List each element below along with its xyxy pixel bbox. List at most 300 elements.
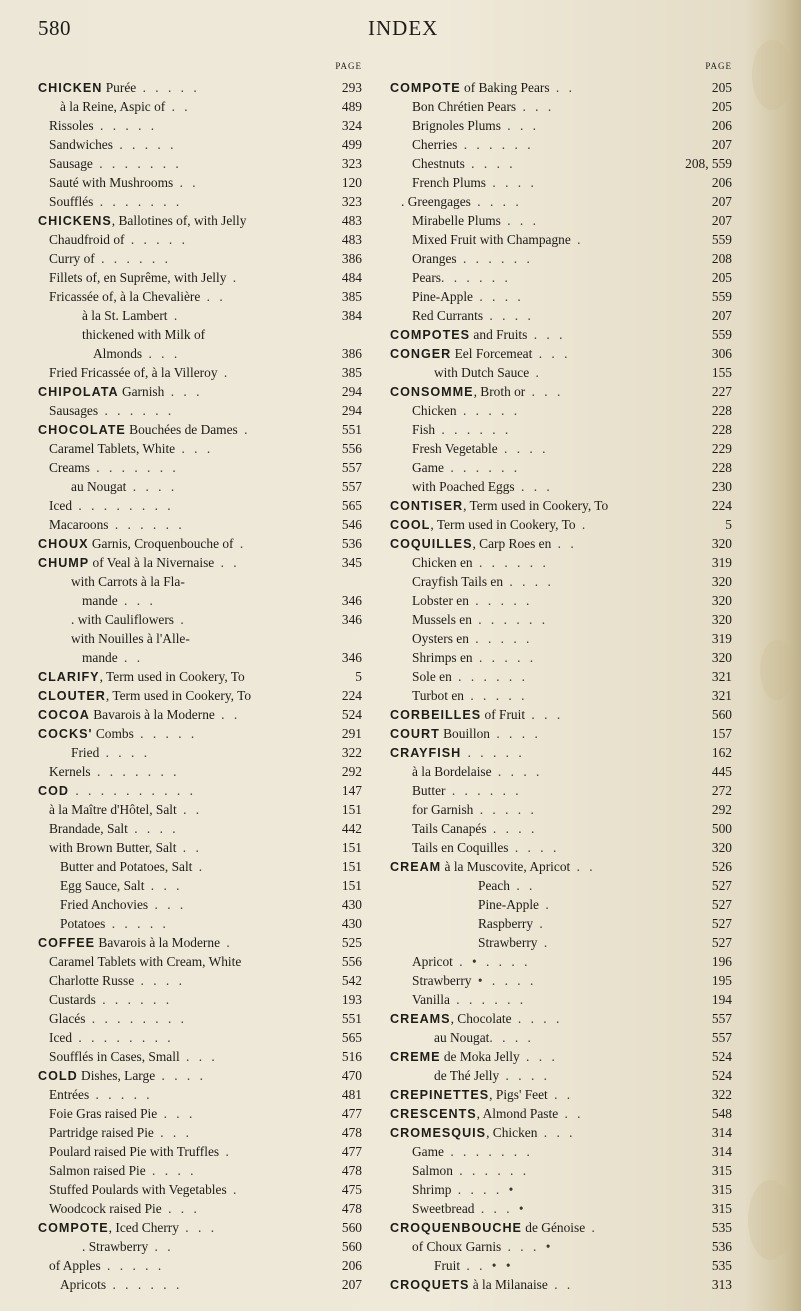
entry-text <box>412 116 539 135</box>
entry-text <box>49 1085 153 1104</box>
leader-dots: . . . . . . <box>94 251 171 266</box>
entry-label: , Carp Roes en <box>472 536 552 551</box>
entry-page-number: 151 <box>341 802 362 817</box>
entry-text <box>412 553 549 572</box>
index-entry <box>390 705 740 724</box>
index-entry <box>38 629 370 648</box>
entry-page-number: 205 <box>711 270 732 285</box>
entry-text <box>412 439 548 458</box>
leader-dots: . . . . <box>473 289 524 304</box>
entry-label: mande <box>82 593 118 608</box>
leader-dots: . . . . <box>134 973 185 988</box>
entry-keyword: CLOUTER <box>38 689 106 703</box>
entry-text <box>38 1218 217 1238</box>
entry-keyword: CHIPOLATA <box>38 385 119 399</box>
index-entry <box>390 458 740 477</box>
index-entry <box>390 401 740 420</box>
leader-dots: . . . . . <box>468 593 533 608</box>
entry-page-number: 162 <box>711 745 732 760</box>
index-entry <box>38 1009 370 1028</box>
leader-dots: . . . . • <box>451 1182 517 1197</box>
entry-page-number: 542 <box>341 973 362 988</box>
entry-label: Glacés <box>49 1011 86 1026</box>
entry-page-number: 205 <box>711 80 732 95</box>
entry-page-number: 524 <box>711 1068 732 1083</box>
leader-dots: . <box>537 935 551 950</box>
entry-label: de Thé Jelly <box>434 1068 500 1083</box>
entry-label: Fricassée of, à la Chevalière <box>49 289 201 304</box>
entry-page-number: 224 <box>341 688 362 703</box>
entry-text <box>412 287 524 306</box>
entry-label: with Nouilles à l'Alle- <box>71 631 190 646</box>
entry-label: , Broth or <box>473 384 526 399</box>
leader-dots: . . <box>509 878 536 893</box>
entry-label: Red Currants <box>412 308 484 323</box>
entry-label: Chaudfroid of <box>49 232 125 247</box>
entry-page-number: 228 <box>711 422 732 437</box>
leader-dots: . <box>226 270 240 285</box>
leader-dots: . <box>167 308 181 323</box>
entry-page-number: 292 <box>711 802 732 817</box>
entry-label: Partridge raised Pie <box>49 1125 154 1140</box>
entry-label: Salmon <box>412 1163 453 1178</box>
entry-text <box>60 914 169 933</box>
entry-label: Turbot en <box>412 688 464 703</box>
entry-page-number: 386 <box>341 346 362 361</box>
leader-dots: . . . . <box>503 574 554 589</box>
leader-dots: . . . . <box>486 821 538 836</box>
entry-keyword: COURT <box>390 727 440 741</box>
entry-text <box>49 1256 164 1275</box>
entry-page-number: 208, 559 <box>685 156 732 171</box>
entry-label: Stuffed Poulards with Vegetables <box>49 1182 227 1197</box>
index-entry <box>38 496 370 515</box>
entry-page-number: 484 <box>341 270 362 285</box>
entry-page-number: 385 <box>341 365 362 380</box>
leader-dots: . . . . <box>483 308 534 323</box>
entry-page-number: 294 <box>341 384 362 399</box>
leader-dots: . . . . . . <box>445 783 522 798</box>
index-entry <box>38 363 370 382</box>
entry-label: Dishes, Large <box>77 1068 156 1083</box>
entry-page-number: 536 <box>341 536 362 551</box>
leader-dots: . . . <box>142 346 181 361</box>
entry-text <box>49 230 188 249</box>
entry-text <box>49 287 226 306</box>
paper-stain <box>760 640 794 700</box>
entry-text <box>412 401 520 420</box>
leader-dots: . . . . . . . <box>443 1144 533 1159</box>
leader-dots: . <box>217 365 231 380</box>
leader-dots: . . . . <box>511 1011 563 1026</box>
entry-text <box>49 268 239 287</box>
entry-text <box>412 230 584 249</box>
index-entry <box>38 781 370 800</box>
leader-dots: . <box>219 1144 232 1159</box>
entry-text <box>49 401 174 420</box>
entry-label: Fresh Vegetable <box>412 441 498 456</box>
entry-keyword: CORBEILLES <box>390 708 482 722</box>
entry-label: with Brown Butter, Salt <box>49 840 177 855</box>
entry-page-number: 346 <box>341 650 362 665</box>
entry-page-number: 207 <box>711 308 732 323</box>
entry-label: thickened with Milk of <box>82 327 206 342</box>
entry-keyword: CRESCENTS <box>390 1107 477 1121</box>
index-entry <box>38 135 370 154</box>
entry-text <box>390 857 596 877</box>
entry-text <box>82 648 143 667</box>
entry-label: Fried Fricassée of, à la Villeroy <box>49 365 218 380</box>
leader-dots: . . . <box>161 1201 200 1216</box>
entry-text <box>38 667 245 687</box>
index-entry <box>38 458 370 477</box>
index-entry <box>390 648 740 667</box>
leader-dots: . . . . . <box>461 745 525 760</box>
entry-text <box>390 1123 576 1143</box>
entry-page-number: 292 <box>341 764 362 779</box>
index-entry <box>38 306 370 325</box>
entry-label: Oysters en <box>412 631 469 646</box>
entry-page-number: 228 <box>711 460 732 475</box>
entry-text <box>38 724 197 744</box>
leader-dots: . . . . <box>464 156 516 171</box>
entry-page-number: 207 <box>711 213 732 228</box>
entry-page-number: 385 <box>341 289 362 304</box>
entry-page-number: 320 <box>711 840 732 855</box>
entry-label: Entrées <box>49 1087 90 1102</box>
index-entry <box>38 1142 370 1161</box>
leader-dots: . . . . . . <box>471 612 549 627</box>
entry-page-number: 527 <box>711 878 732 893</box>
leader-dots: . . <box>165 99 191 114</box>
entry-page-number: 525 <box>341 935 362 950</box>
entry-label: Bavarois à la Moderne <box>89 707 215 722</box>
index-entry <box>390 287 740 306</box>
index-entry <box>390 838 740 857</box>
entry-page-number: 293 <box>341 80 362 95</box>
entry-text <box>390 1275 573 1295</box>
leader-dots: . . . . <box>490 726 541 741</box>
entry-keyword: COMPOTE <box>38 1221 109 1235</box>
index-entry <box>38 344 370 363</box>
entry-label: Lobster en <box>412 593 469 608</box>
leader-dots: . . . . . . . . . . <box>69 783 196 798</box>
index-entry <box>390 1161 740 1180</box>
entry-page-number: 323 <box>341 194 362 209</box>
entry-label: à la St. Lambert <box>82 308 168 323</box>
leader-dots: . . . . . <box>112 137 177 152</box>
entry-page-number: 551 <box>341 1011 362 1026</box>
entry-label: Garnish <box>118 384 165 399</box>
entry-page-number: 205 <box>711 99 732 114</box>
entry-text <box>390 382 563 402</box>
index-entry <box>390 1256 740 1275</box>
entry-text <box>390 1104 584 1124</box>
right-index-column <box>390 62 740 1294</box>
entry-text <box>434 1256 514 1275</box>
entry-page-number: 560 <box>341 1239 362 1254</box>
entry-text <box>412 1199 527 1218</box>
entry-keyword: CONGER <box>390 347 452 361</box>
entry-label: à la Milanaise <box>469 1277 548 1292</box>
leader-dots: . . . <box>527 327 566 342</box>
index-entry <box>390 211 740 230</box>
entry-text <box>390 515 588 535</box>
entry-page-number: 470 <box>341 1068 362 1083</box>
entry-label: Sausages <box>49 403 99 418</box>
entry-label: , Term used in Cookery, To <box>430 517 576 532</box>
entry-text <box>49 1161 196 1180</box>
entry-page-number: 306 <box>711 346 732 361</box>
leader-dots: . . . . . . <box>452 1163 530 1178</box>
entry-text <box>49 819 179 838</box>
entry-label: of Choux Garnis <box>412 1239 502 1254</box>
entry-label: à la Reine, Aspic of <box>60 99 166 114</box>
leader-dots: . <box>570 232 584 247</box>
index-entry <box>38 952 370 971</box>
leader-dots: . . . . . <box>456 403 521 418</box>
entry-text <box>49 249 171 268</box>
entry-text <box>60 857 205 876</box>
entry-label: de Génoise <box>521 1220 586 1235</box>
leader-dots: . . . <box>178 1220 218 1235</box>
entry-page-number: 483 <box>341 213 362 228</box>
entry-text <box>412 1237 553 1256</box>
entry-page-number: 157 <box>711 726 732 741</box>
entry-page-number: 527 <box>711 916 732 931</box>
entry-label: with Poached Eggs <box>412 479 515 494</box>
entry-text <box>401 192 522 211</box>
entry-text <box>49 515 185 534</box>
entry-page-number: 535 <box>711 1258 732 1273</box>
entry-text <box>38 534 246 554</box>
leader-dots: . . <box>547 1087 574 1102</box>
entry-label: Raspberry <box>478 916 534 931</box>
entry-keyword: CREPINETTES <box>390 1088 490 1102</box>
leader-dots: . . . . . . . <box>93 194 183 209</box>
entry-label: Apricot <box>412 954 453 969</box>
entry-page-number: 536 <box>711 1239 732 1254</box>
entry-label: Garnis, Croquenbouche of <box>88 536 234 551</box>
entry-label: Sauté with Mushrooms <box>49 175 174 190</box>
entry-label: , Term used in Cookery, To <box>463 498 609 513</box>
entry-text <box>390 78 575 98</box>
entry-text <box>390 344 570 364</box>
leader-dots: . . <box>570 859 596 874</box>
entry-text <box>412 838 559 857</box>
index-entry <box>390 610 740 629</box>
entry-label: of Veal à la Nivernaise <box>89 555 215 570</box>
entry-text <box>38 553 240 573</box>
entry-page-number: 227 <box>711 384 732 399</box>
entry-text <box>390 724 541 744</box>
entry-page-number: 319 <box>711 631 732 646</box>
entry-keyword: COFFEE <box>38 936 96 950</box>
entry-text <box>38 211 246 231</box>
entry-label: Shrimp <box>412 1182 452 1197</box>
entry-text <box>412 1180 516 1199</box>
entry-page-number: 527 <box>711 935 732 950</box>
index-entry <box>38 610 370 629</box>
entry-label: au Nougat <box>434 1030 490 1045</box>
entry-page-number: 120 <box>341 175 362 190</box>
entry-page-number: 477 <box>341 1106 362 1121</box>
entry-keyword: COQUILLES <box>390 537 473 551</box>
entry-label: Strawberry <box>412 973 472 988</box>
index-entry <box>390 1028 740 1047</box>
index-entry <box>390 116 740 135</box>
index-entry <box>390 173 740 192</box>
entry-label: Pine-Apple <box>478 897 539 912</box>
entry-label: au Nougat <box>71 479 127 494</box>
entry-text <box>434 363 542 382</box>
index-entry <box>390 306 740 325</box>
index-entry <box>390 192 740 211</box>
index-entry <box>38 724 370 743</box>
index-entry <box>38 1218 370 1237</box>
entry-text <box>38 781 196 801</box>
entry-label: . Strawberry <box>82 1239 149 1254</box>
entry-page-number: 228 <box>711 403 732 418</box>
index-entry <box>390 496 740 515</box>
entry-page-number: 535 <box>711 1220 732 1235</box>
leader-dots: . . . <box>175 441 214 456</box>
entry-page-number: 559 <box>711 232 732 247</box>
leader-dots: . . . . <box>489 1030 534 1045</box>
entry-page-number: 151 <box>341 859 362 874</box>
entry-label: Iced <box>49 498 73 513</box>
entry-text <box>412 1161 529 1180</box>
entry-page-number: 565 <box>341 498 362 513</box>
entry-page-number: 526 <box>711 859 732 874</box>
entry-page-number: 272 <box>711 783 732 798</box>
entry-label: Soufflés <box>49 194 94 209</box>
entry-keyword: CROQUENBOUCHE <box>390 1221 522 1235</box>
leader-dots: . . . . . . <box>98 403 175 418</box>
index-entry <box>390 895 740 914</box>
entry-page-number: 229 <box>711 441 732 456</box>
entry-text <box>49 800 202 819</box>
entry-keyword: CONSOMME <box>390 385 474 399</box>
leader-dots: . <box>220 935 233 950</box>
leader-dots: . . . . . <box>93 118 158 133</box>
entry-text <box>412 249 533 268</box>
entry-keyword: CHOUX <box>38 537 89 551</box>
leader-dots: . . <box>547 1277 574 1292</box>
entry-label: Fried Anchovies <box>60 897 149 912</box>
entry-page-number: 560 <box>341 1220 362 1235</box>
entry-label: Bouchées de Dames <box>125 422 238 437</box>
entry-text <box>412 135 534 154</box>
entry-text <box>71 572 185 591</box>
leader-dots: . . <box>176 840 202 855</box>
index-entry <box>390 743 740 762</box>
entry-label: of Apples <box>49 1258 101 1273</box>
entry-text <box>412 667 528 686</box>
entry-label: Peach <box>478 878 510 893</box>
entry-text <box>49 971 185 990</box>
index-entry <box>390 78 740 97</box>
entry-keyword: COOL <box>390 518 431 532</box>
entry-label: Combs <box>92 726 134 741</box>
leader-dots: . . <box>549 80 575 95</box>
entry-text <box>49 154 182 173</box>
entry-keyword: COD <box>38 784 69 798</box>
entry-page-number: 524 <box>711 1049 732 1064</box>
entry-page-number: 548 <box>711 1106 732 1121</box>
index-entry <box>38 192 370 211</box>
leader-dots: . . <box>214 707 241 722</box>
entry-text <box>49 1180 239 1199</box>
entry-page-number: 483 <box>341 232 362 247</box>
index-entry <box>38 686 370 705</box>
entry-text <box>93 344 180 363</box>
index-entry <box>38 667 370 686</box>
entry-label: , Ballotines of, with Jelly <box>111 213 247 228</box>
entry-page-number: 559 <box>711 289 732 304</box>
entry-label: Fruit <box>434 1258 461 1273</box>
index-entry <box>390 762 740 781</box>
leader-dots: . . . . <box>127 821 179 836</box>
entry-label: Fried <box>71 745 100 760</box>
entry-page-number: 346 <box>341 612 362 627</box>
leader-dots: . <box>233 536 247 551</box>
index-entry <box>38 1104 370 1123</box>
index-entry <box>390 268 740 287</box>
entry-label: Eel Forcemeat <box>451 346 533 361</box>
index-entry <box>38 515 370 534</box>
index-entry <box>390 781 740 800</box>
entry-label: Bon Chrétien Pears <box>412 99 517 114</box>
entry-label: , Pigs' Feet <box>489 1087 548 1102</box>
entry-keyword: CHOCOLATE <box>38 423 126 437</box>
index-entry <box>38 857 370 876</box>
entry-page-number: 315 <box>711 1182 732 1197</box>
index-entry <box>38 268 370 287</box>
index-entry <box>38 534 370 553</box>
entry-page-number: 489 <box>341 99 362 114</box>
entry-page-number: 442 <box>341 821 362 836</box>
entry-text <box>412 173 537 192</box>
index-entry <box>390 876 740 895</box>
leader-dots: . . . . <box>497 441 549 456</box>
entry-text <box>412 268 511 287</box>
index-entry <box>38 325 370 344</box>
entry-text <box>390 705 563 725</box>
index-entry <box>38 591 370 610</box>
right-entry-list <box>390 78 740 1294</box>
entry-keyword: COLD <box>38 1069 78 1083</box>
entry-page-number: 560 <box>711 707 732 722</box>
index-entry <box>38 971 370 990</box>
entry-text <box>60 895 186 914</box>
index-entry <box>390 363 740 382</box>
entry-text <box>412 306 534 325</box>
index-entry <box>390 724 740 743</box>
entry-text <box>390 1085 573 1105</box>
entry-page-number: 291 <box>341 726 362 741</box>
entry-label: Caramel Tablets, White <box>49 441 176 456</box>
leader-dots: . . . <box>500 213 539 228</box>
entry-page-number: 5 <box>725 517 732 532</box>
entry-label: Oranges <box>412 251 457 266</box>
entry-text <box>82 1237 174 1256</box>
entry-text <box>49 135 176 154</box>
leader-dots: . . . . <box>470 194 522 209</box>
leader-dots: . . . . <box>491 764 543 779</box>
index-entry <box>38 1161 370 1180</box>
index-entry <box>38 401 370 420</box>
